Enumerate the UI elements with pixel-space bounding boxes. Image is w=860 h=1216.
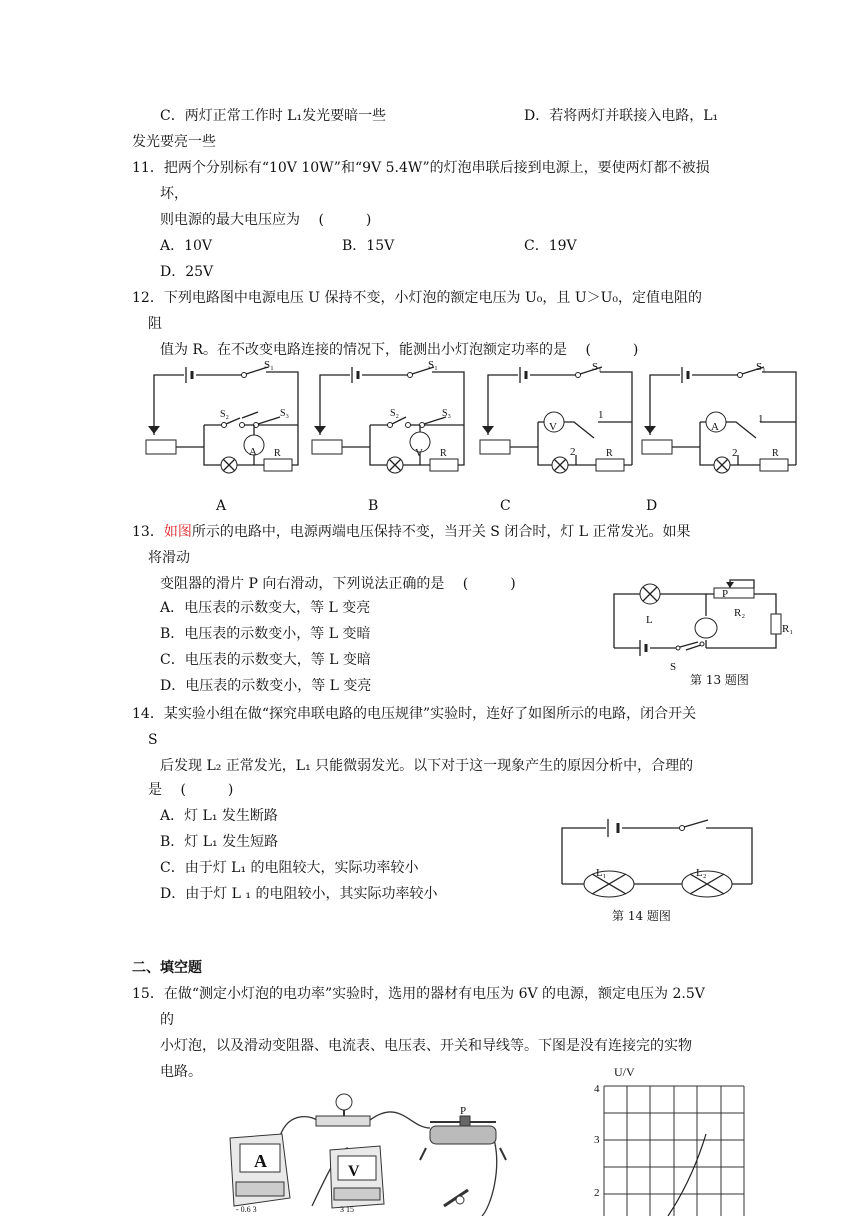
q15-graph-ylabel: U/V (614, 1065, 635, 1079)
q14-stem-line4: 是 ( ) (148, 782, 234, 798)
q13-figure-caption: 第 13 题图 (690, 673, 749, 687)
q13-stem-rest: 所示的电路中，电源两端电压保持不变，当开关 S 闭合时，灯 L 正常发光。如果 (191, 524, 691, 540)
q15-apparatus-figure (220, 1088, 510, 1216)
q14-option-c: C．由于灯 L₁ 的电阻较大，实际功率较小 (160, 860, 419, 876)
q12-a-s1-label: S₁ (264, 359, 274, 371)
q12-label-d: D (646, 498, 658, 514)
q11-stem-line3: 则电源的最大电压应为 ( ) (160, 212, 372, 228)
q12-c-meter-label: V (549, 421, 557, 433)
q14-l2-label: L₂ (696, 867, 707, 879)
q12-b-s3-label: S₃ (442, 408, 452, 419)
q15-voltmeter-terminals: 3 15 (340, 1205, 354, 1214)
q12-a-meter-label: A (249, 446, 257, 458)
q13-option-b: B．电压表的示数变小，等 L 变暗 (160, 626, 371, 642)
q15-uv-graph (588, 1062, 756, 1216)
q15-graph-ytick-3: 3 (594, 1134, 600, 1146)
q13-option-c: C．电压表的示数变大，等 L 变暗 (160, 652, 371, 668)
q11-option-c: C．19V (524, 238, 577, 254)
q11-option-a: A．10V (160, 238, 213, 254)
q13-number: 13． (132, 524, 164, 540)
q13-option-d: D．电压表的示数变小，等 L 变亮 (160, 678, 372, 694)
q13-lamp-label: L (646, 614, 653, 626)
q12-stem-line3: 值为 R。在不改变电路连接的情况下，能测出小灯泡额定功率的是 ( ) (160, 342, 639, 358)
q13-r2-label: R₂ (734, 607, 746, 619)
q12-c-r-label: R (606, 448, 613, 459)
q12-b-s2-label: S₂ (390, 408, 400, 419)
q12-b-meter-label: V (415, 447, 423, 459)
q11-option-b: B．15V (342, 238, 395, 254)
q13-figure-link[interactable]: 如图 (163, 524, 192, 540)
q15-voltmeter-label: V (348, 1163, 360, 1180)
q15-stem-line3: 小灯泡，以及滑动变阻器、电流表、电压表、开关和导线等。下图是没有连接完的实物 (160, 1038, 692, 1054)
q12-label-a: A (216, 498, 227, 514)
q12-c-s1-label: S₁ (592, 361, 602, 373)
rheostat-icon (420, 1105, 506, 1160)
q11-stem-line2: 坏， (160, 186, 188, 202)
section-title-fill-in: 二、填空题 (132, 960, 202, 976)
q14-figure-caption: 第 14 题图 (612, 909, 671, 923)
q12-d-r-label: R (772, 448, 779, 459)
q14-circuit-figure (556, 814, 756, 904)
q12-label-c: C (500, 498, 511, 514)
q12-b-r-label: R (440, 448, 447, 459)
q11-option-d: D．25V (160, 264, 214, 280)
q13-stem-line1 (132, 522, 691, 542)
q12-stem-line1: 12．下列电路图中电源电压 U 保持不变，小灯泡的额定电压为 U₀，且 U＞U₀，定值电阻的 (132, 290, 703, 306)
ammeter-icon (230, 1134, 290, 1214)
q10-option-c: C．两灯正常工作时 L₁发光要暗一些 (160, 108, 387, 124)
q12-stem-line2: 阻 (148, 316, 162, 332)
q15-ammeter-label: A (254, 1151, 267, 1171)
q15-ammeter-terminals: - 0.6 3 (236, 1205, 257, 1214)
q14-option-b: B．灯 L₁ 发生短路 (160, 834, 279, 850)
q12-a-s3-label: S₃ (280, 408, 290, 419)
q13-option-a: A．电压表的示数变大，等 L 变亮 (160, 600, 371, 616)
q12-c-pos2-label: 2 (570, 446, 576, 458)
q10-option-d-cont: 发光要亮一些 (132, 134, 216, 150)
switch-icon (444, 1190, 468, 1206)
q12-d-pos1-label: 1 (758, 413, 764, 425)
q13-stem-line3: 变阻器的滑片 P 向右滑动，下列说法正确的是 ( ) (160, 576, 516, 592)
q15-graph-ytick-2: 2 (594, 1187, 600, 1199)
q12-circuit-b (310, 360, 470, 480)
q12-d-s1-label: S₁ (756, 361, 766, 373)
q11-stem-line1: 11．把两个分别标有“10V 10W”和“9V 5.4W”的灯泡串联后接到电源上，要使两灯都不被损 (132, 160, 710, 176)
q12-b-s1-label: S₁ (428, 359, 438, 371)
q10-option-d: D．若将两灯并联接入电路，L₁ (524, 108, 719, 124)
q13-r1-label: R₁ (782, 623, 794, 635)
q12-circuit-d (640, 360, 800, 480)
q13-stem-line2: 将滑动 (148, 550, 190, 566)
q12-a-r-label: R (274, 448, 281, 459)
q12-circuit-c (478, 360, 638, 480)
bulb-icon (316, 1094, 370, 1126)
q12-circuit-a (144, 360, 304, 480)
q12-a-s2-label: S₂ (220, 409, 230, 420)
q13-switch-label: S (670, 661, 677, 673)
q12-d-meter-label: A (711, 421, 719, 433)
q15-stem-line1: 15．在做“测定小灯泡的电功率”实验时，选用的器材有电压为 6V 的电源，额定电压为 2.5V (132, 986, 705, 1002)
q15-stem-line4: 电路。 (160, 1064, 202, 1080)
q15-graph-ytick-4: 4 (594, 1083, 600, 1095)
q12-c-pos1-label: 1 (598, 409, 604, 421)
q15-stem-line2: 的 (160, 1012, 174, 1028)
q14-stem-line3: 后发现 L₂ 正常发光，L₁ 只能微弱发光。以下对于这一现象产生的原因分析中，合理的 (160, 758, 694, 774)
q14-option-d: D．由于灯 L ₁ 的电阻较小，其实际功率较小 (160, 886, 438, 902)
q14-stem-line1: 14．某实验小组在做“探究串联电路的电压规律”实验时，连好了如图所示的电路，闭合开关 (132, 706, 697, 722)
q13-slider-p-label: P (722, 588, 729, 600)
q12-d-pos2-label: 2 (732, 447, 738, 459)
voltmeter-icon (330, 1146, 384, 1214)
q12-label-b: B (368, 498, 379, 514)
q14-option-a: A．灯 L₁ 发生断路 (160, 808, 278, 824)
q14-l1-label: L₁ (596, 867, 607, 879)
q15-rheostat-p-label: P (460, 1105, 467, 1117)
q13-circuit-figure (606, 578, 806, 673)
q14-stem-line2: S (148, 732, 158, 748)
